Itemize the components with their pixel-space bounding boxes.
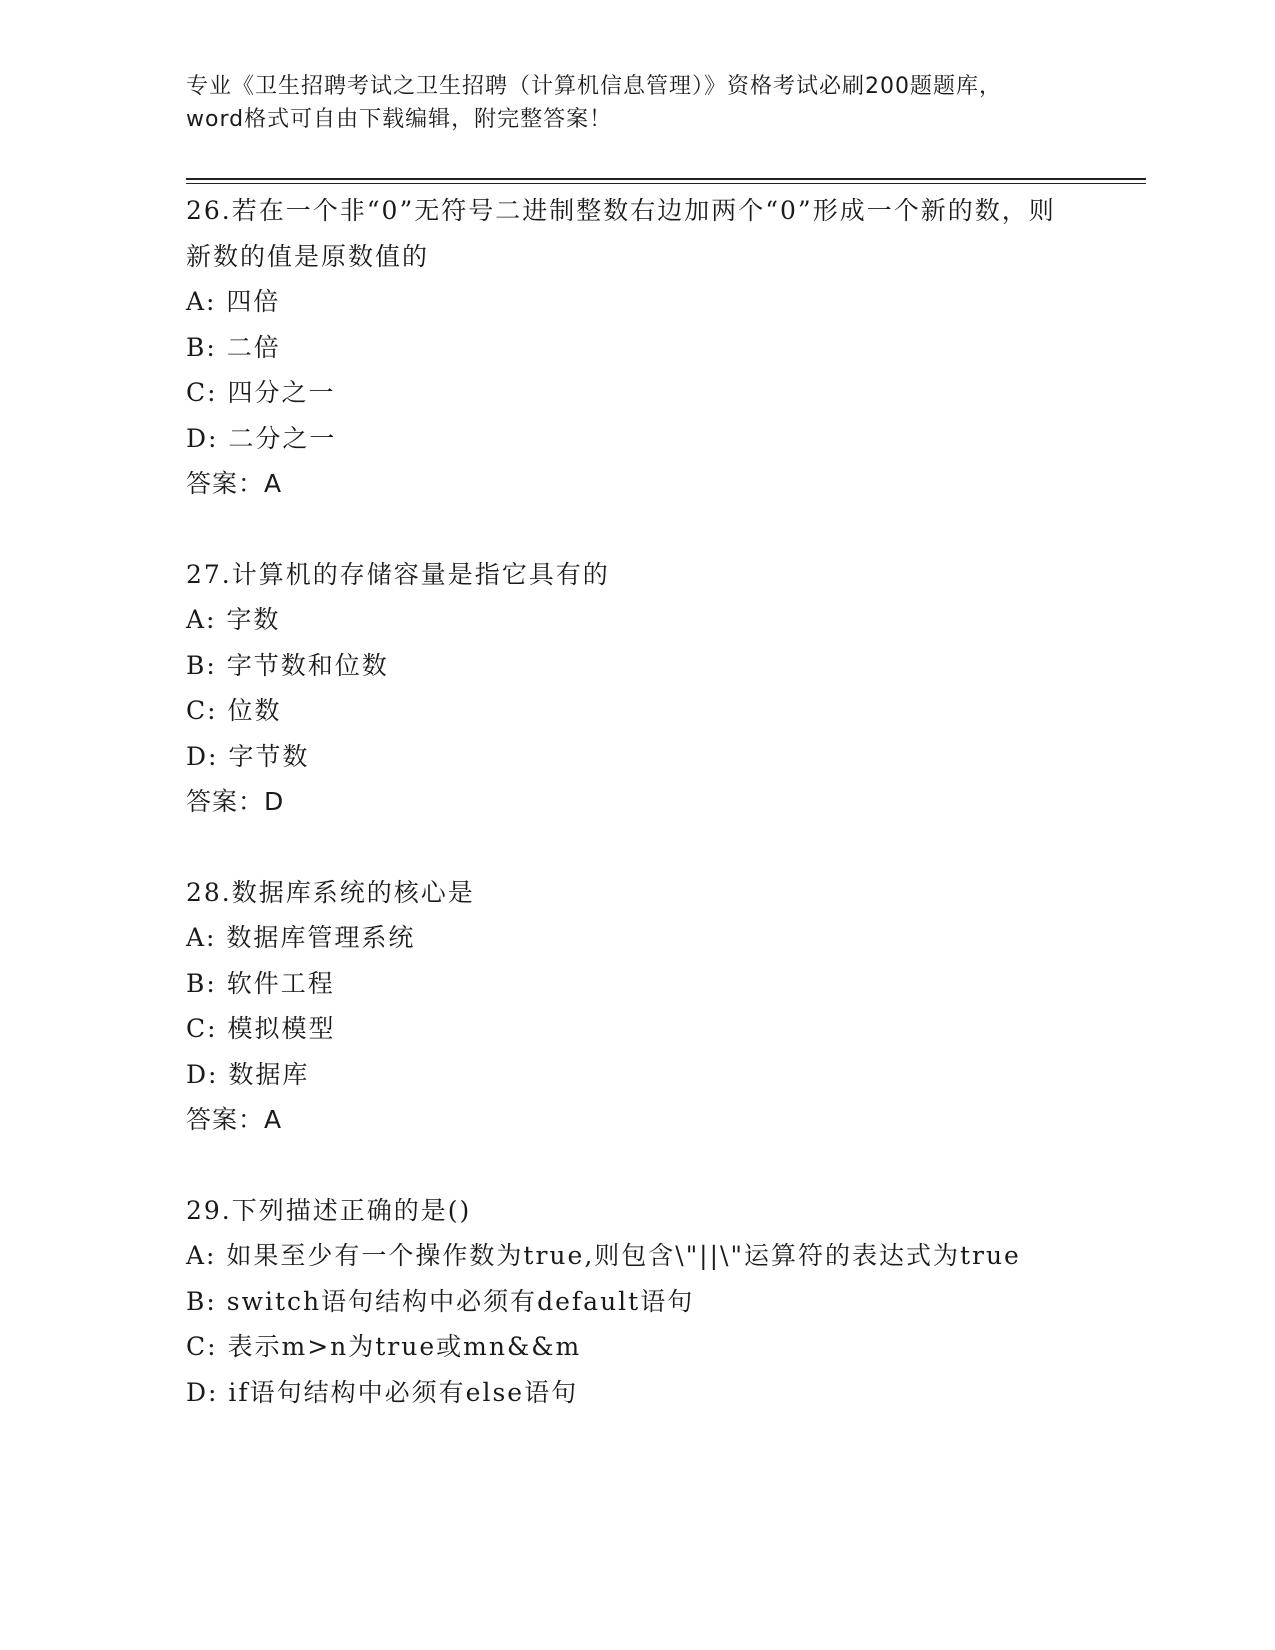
option-b: B: switch语句结构中必须有default语句 [186, 1286, 695, 1316]
document-header [186, 70, 1066, 136]
option-b: B: 字节数和位数 [186, 650, 389, 680]
question-27 [186, 552, 1146, 825]
option-c: C: 表示m>n为true或mn&&m [186, 1332, 582, 1361]
option-b: B: 软件工程 [186, 968, 335, 998]
option-a: A: 四倍 [186, 287, 281, 316]
question-stem: 28.数据库系统的核心是 [186, 877, 475, 907]
header-title-line-2: word格式可自由下载编辑，附完整答案！ [186, 107, 613, 132]
option-c: C: 四分之一 [186, 378, 336, 407]
answer-label: 答案：A [186, 469, 283, 498]
question-stem: 27.计算机的存储容量是指它具有的 [186, 559, 610, 589]
option-d: D: 字节数 [186, 741, 310, 771]
option-a: A: 字数 [186, 605, 281, 634]
question-26 [186, 188, 1146, 507]
option-d: D: 数据库 [186, 1059, 310, 1089]
answer-label: 答案：A [186, 1105, 283, 1134]
question-29 [186, 1188, 1146, 1416]
answer-label: 答案：D [186, 787, 285, 816]
header-divider [186, 178, 1146, 184]
option-c: C: 位数 [186, 696, 282, 725]
option-d: D: if语句结构中必须有else语句 [186, 1377, 579, 1407]
question-list [186, 188, 1146, 1460]
question-stem: 29.下列描述正确的是() [186, 1195, 472, 1225]
option-a: A: 数据库管理系统 [186, 923, 416, 952]
question-stem: 26.若在一个非“0”无符号二进制整数右边加两个“0”形成一个新的数，则新数的值是原数值的 [186, 196, 1056, 271]
question-28 [186, 870, 1146, 1143]
option-b: B: 二倍 [186, 332, 281, 362]
option-c: C: 模拟模型 [186, 1014, 336, 1043]
header-title-line-1: 专业《卫生招聘考试之卫生招聘（计算机信息管理）》资格考试必刷200题题库， [186, 74, 1002, 99]
option-a: A: 如果至少有一个操作数为true,则包含\"||\"运算符的表达式为true [186, 1241, 1021, 1270]
option-d: D: 二分之一 [186, 423, 337, 453]
